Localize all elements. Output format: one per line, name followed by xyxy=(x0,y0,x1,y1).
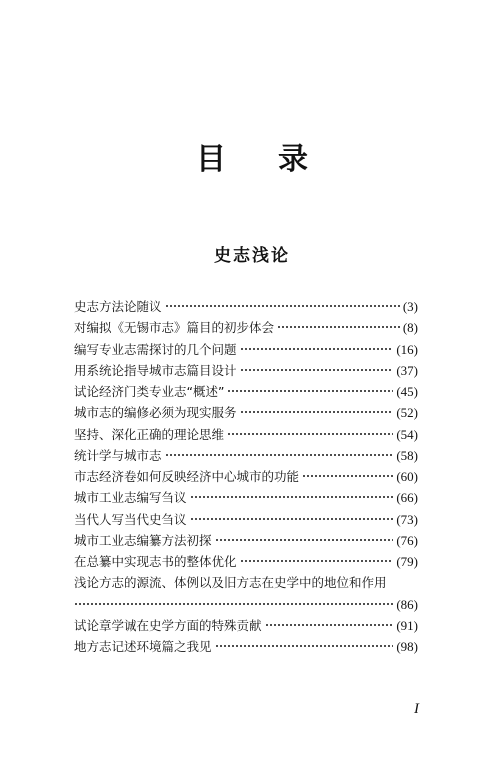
toc-entry[interactable] xyxy=(74,530,418,551)
toc-entry-title: 浅论方志的源流、体例以及旧方志在史学中的地位和作用 xyxy=(74,575,387,591)
toc-entry-page: (66) xyxy=(396,490,418,506)
toc-entry[interactable] xyxy=(74,487,418,508)
toc-entry-page: (79) xyxy=(396,554,418,569)
toc-entry-continuation[interactable] xyxy=(74,594,418,615)
toc-entry-page: (73) xyxy=(396,511,418,527)
toc-leader-dots xyxy=(74,602,393,606)
toc-entry-page: (86) xyxy=(396,596,418,612)
toc-leader-dots xyxy=(240,559,394,563)
toc-leader-dots xyxy=(265,623,394,627)
table-of-contents xyxy=(74,296,418,657)
toc-entry[interactable] xyxy=(74,636,418,657)
toc-leader-dots xyxy=(240,347,394,351)
toc-leader-dots xyxy=(240,410,394,414)
toc-entry[interactable] xyxy=(74,509,418,530)
toc-leader-dots xyxy=(227,389,393,393)
toc-entry[interactable] xyxy=(74,615,418,636)
toc-entry-page: (37) xyxy=(396,362,418,378)
toc-entry-title: 编写专业志需探讨的几个问题 xyxy=(74,341,237,357)
toc-entry[interactable] xyxy=(74,317,418,338)
toc-entry[interactable] xyxy=(74,339,418,360)
toc-entry-title: 当代人写当代史刍议 xyxy=(74,511,187,527)
toc-entry-title: 市志经济卷如何反映经济中心城市的功能 xyxy=(74,469,300,484)
toc-entry[interactable] xyxy=(74,424,418,445)
toc-entry[interactable] xyxy=(74,381,418,402)
toc-entry-title: 用系统论指导城市志篇目设计 xyxy=(74,362,237,378)
toc-entry-page: (3) xyxy=(402,299,418,314)
toc-leader-dots xyxy=(215,538,394,542)
toc-leader-dots xyxy=(190,495,394,499)
page-title: 目录 xyxy=(196,142,360,177)
toc-entry-title: 城市工业志编写刍议 xyxy=(74,490,187,506)
toc-entry-page: (45) xyxy=(396,384,418,399)
toc-entry-title: 城市工业志编纂方法初探 xyxy=(74,532,212,548)
toc-entry[interactable] xyxy=(74,296,418,317)
toc-entry-page: (58) xyxy=(396,447,418,463)
toc-entry-title: 城市志的编修必须为现实服务 xyxy=(74,405,237,421)
toc-entry[interactable] xyxy=(74,466,418,487)
toc-leader-dots xyxy=(277,325,400,329)
toc-entry-title: 统计学与城市志 xyxy=(74,447,162,463)
toc-entry-page: (54) xyxy=(396,426,418,442)
toc-entry-title: 坚持、深化正确的理论思维 xyxy=(74,426,225,442)
page-number: I xyxy=(414,701,419,717)
toc-entry[interactable] xyxy=(74,551,418,572)
toc-entry-title: 地方志记述环境篇之我见 xyxy=(74,639,212,654)
toc-leader-dots xyxy=(165,304,400,308)
toc-leader-dots xyxy=(215,644,394,648)
toc-leader-dots xyxy=(240,368,394,372)
toc-entry-page: (91) xyxy=(396,617,418,633)
toc-leader-dots xyxy=(227,432,393,436)
toc-entry-page: (60) xyxy=(396,469,418,484)
toc-entry-title: 试论章学诚在史学方面的特殊贡献 xyxy=(74,617,262,633)
toc-entry-long[interactable] xyxy=(74,572,418,593)
toc-entry-title: 在总纂中实现志书的整体优化 xyxy=(74,554,237,569)
toc-entry-title: 史志方法论随议 xyxy=(74,299,162,314)
toc-entry-page: (52) xyxy=(396,405,418,421)
toc-entry-page: (76) xyxy=(396,532,418,548)
toc-entry-page: (8) xyxy=(402,320,418,336)
toc-entry[interactable] xyxy=(74,402,418,423)
toc-leader-dots xyxy=(190,517,394,521)
toc-leader-dots xyxy=(302,474,393,478)
toc-entry-page: (98) xyxy=(396,639,418,654)
section-title: 史志浅论 xyxy=(214,246,290,266)
toc-entry[interactable] xyxy=(74,445,418,466)
toc-entry[interactable] xyxy=(74,360,418,381)
toc-entry-page: (16) xyxy=(396,341,418,357)
toc-entry-title: 试论经济门类专业志“概述” xyxy=(74,384,225,399)
toc-leader-dots xyxy=(165,453,394,457)
toc-entry-title: 对编拟《无锡市志》篇目的初步体会 xyxy=(74,320,275,336)
